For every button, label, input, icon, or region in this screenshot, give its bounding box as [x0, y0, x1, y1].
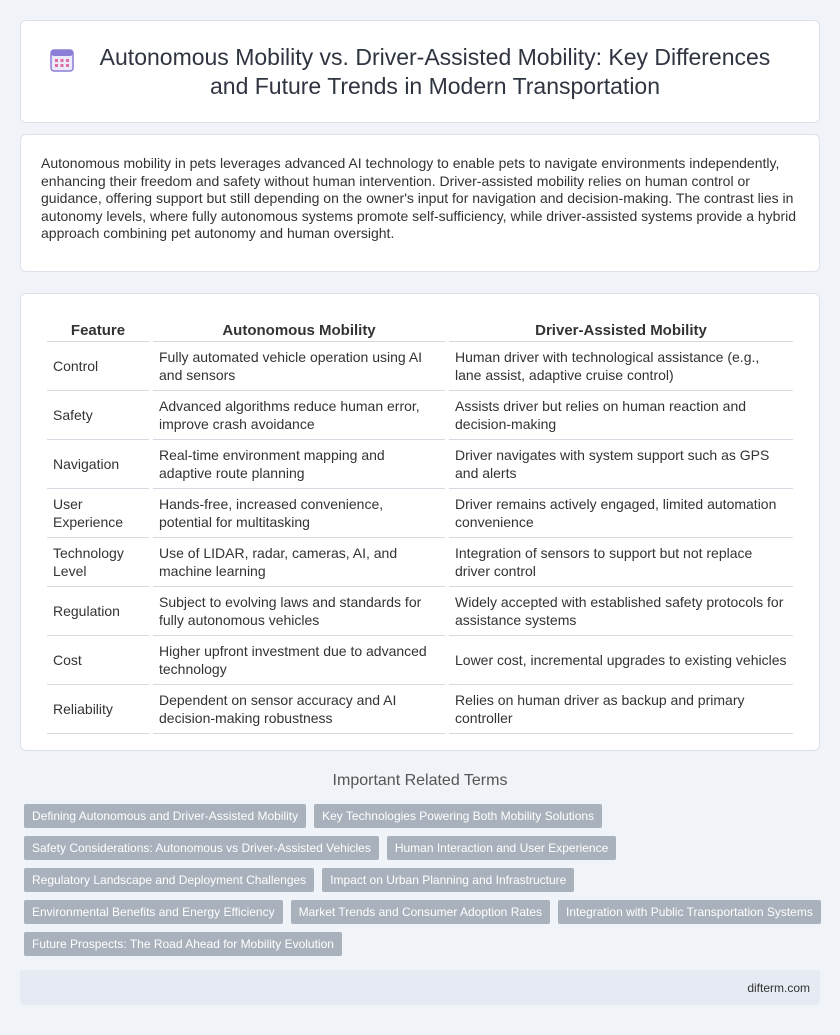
row-feature: Navigation — [47, 440, 149, 489]
header-driver-assisted: Driver-Assisted Mobility — [449, 314, 793, 342]
header-card — [20, 20, 820, 123]
row-feature: User Experience — [47, 489, 149, 538]
row-autonomous: Use of LIDAR, radar, cameras, AI, and machine learning — [153, 538, 445, 587]
row-feature: Technology Level — [47, 538, 149, 587]
tag-row — [24, 868, 824, 892]
row-driver-assisted: Human driver with technological assistance (e.g., lane assist, adaptive cruise control) — [449, 342, 793, 391]
related-terms-title: Important Related Terms — [332, 772, 508, 789]
table-row — [47, 538, 793, 587]
table-row — [47, 342, 793, 391]
intro-card — [20, 134, 820, 272]
related-term-tag[interactable]: Safety Considerations: Autonomous vs Driver-Assisted Vehicles — [24, 836, 379, 860]
table-row — [47, 489, 793, 538]
related-term-tag[interactable]: Market Trends and Consumer Adoption Rates — [291, 900, 550, 924]
related-term-tag[interactable]: Regulatory Landscape and Deployment Challenges — [24, 868, 314, 892]
row-driver-assisted: Integration of sensors to support but not replace driver control — [449, 538, 793, 587]
table-row — [47, 685, 793, 734]
tag-row — [24, 932, 824, 956]
comparison-table — [43, 314, 797, 734]
row-autonomous: Higher upfront investment due to advanced technology — [153, 636, 445, 685]
tag-row — [24, 900, 824, 924]
row-autonomous: Dependent on sensor accuracy and AI decision-making robustness — [153, 685, 445, 734]
header-feature: Feature — [47, 314, 149, 342]
row-driver-assisted: Assists driver but relies on human reaction and decision-making — [449, 391, 793, 440]
row-autonomous: Subject to evolving laws and standards for fully autonomous vehicles — [153, 587, 445, 636]
related-term-tag[interactable]: Impact on Urban Planning and Infrastructure — [322, 868, 574, 892]
related-term-tag[interactable]: Human Interaction and User Experience — [387, 836, 616, 860]
row-autonomous: Fully automated vehicle operation using AI and sensors — [153, 342, 445, 391]
row-autonomous: Real-time environment mapping and adaptive route planning — [153, 440, 445, 489]
footer — [20, 970, 820, 1005]
row-autonomous: Hands-free, increased convenience, potential for multitasking — [153, 489, 445, 538]
intro-paragraph: Autonomous mobility in pets leverages advanced AI technology to enable pets to navigate environments independently, enhancing their freedom and safety without human intervention. Driver-assisted mobility relies on human control or guidance, offering support but still depending on the owner's input for navigation and decision-making. The contrast lies in autonomy levels, where fully autonomous systems promote self-sufficiency, while driver-assisted systems provide a hybrid approach combining pet autonomy and human oversight. — [41, 155, 797, 241]
tag-row — [24, 836, 824, 860]
table-row — [47, 636, 793, 685]
row-autonomous: Advanced algorithms reduce human error, improve crash avoidance — [153, 391, 445, 440]
related-term-tag[interactable]: Integration with Public Transportation Systems — [558, 900, 821, 924]
row-driver-assisted: Driver navigates with system support such as GPS and alerts — [449, 440, 793, 489]
row-feature: Regulation — [47, 587, 149, 636]
page-title: Autonomous Mobility vs. Driver-Assisted Mobility: Key Differences and Future Trends in Modern Transportation — [99, 43, 771, 99]
row-driver-assisted: Lower cost, incremental upgrades to existing vehicles — [449, 636, 793, 685]
footer-site-link[interactable]: difterm.com — [747, 980, 810, 995]
tag-row — [24, 804, 824, 828]
table-row — [47, 587, 793, 636]
row-feature: Reliability — [47, 685, 149, 734]
table-row — [47, 391, 793, 440]
table-row — [47, 440, 793, 489]
row-driver-assisted: Widely accepted with established safety protocols for assistance systems — [449, 587, 793, 636]
row-driver-assisted: Relies on human driver as backup and primary controller — [449, 685, 793, 734]
header-autonomous: Autonomous Mobility — [153, 314, 445, 342]
table-header-row — [47, 314, 793, 342]
row-feature: Safety — [47, 391, 149, 440]
related-term-tag[interactable]: Defining Autonomous and Driver-Assisted Mobility — [24, 804, 306, 828]
related-term-tag[interactable]: Key Technologies Powering Both Mobility Solutions — [314, 804, 602, 828]
row-feature: Control — [47, 342, 149, 391]
row-driver-assisted: Driver remains actively engaged, limited automation convenience — [449, 489, 793, 538]
comparison-table-card — [20, 293, 820, 751]
related-term-tag[interactable]: Future Prospects: The Road Ahead for Mobility Evolution — [24, 932, 342, 956]
row-feature: Cost — [47, 636, 149, 685]
related-terms-tags — [24, 804, 824, 964]
related-term-tag[interactable]: Environmental Benefits and Energy Efficiency — [24, 900, 283, 924]
